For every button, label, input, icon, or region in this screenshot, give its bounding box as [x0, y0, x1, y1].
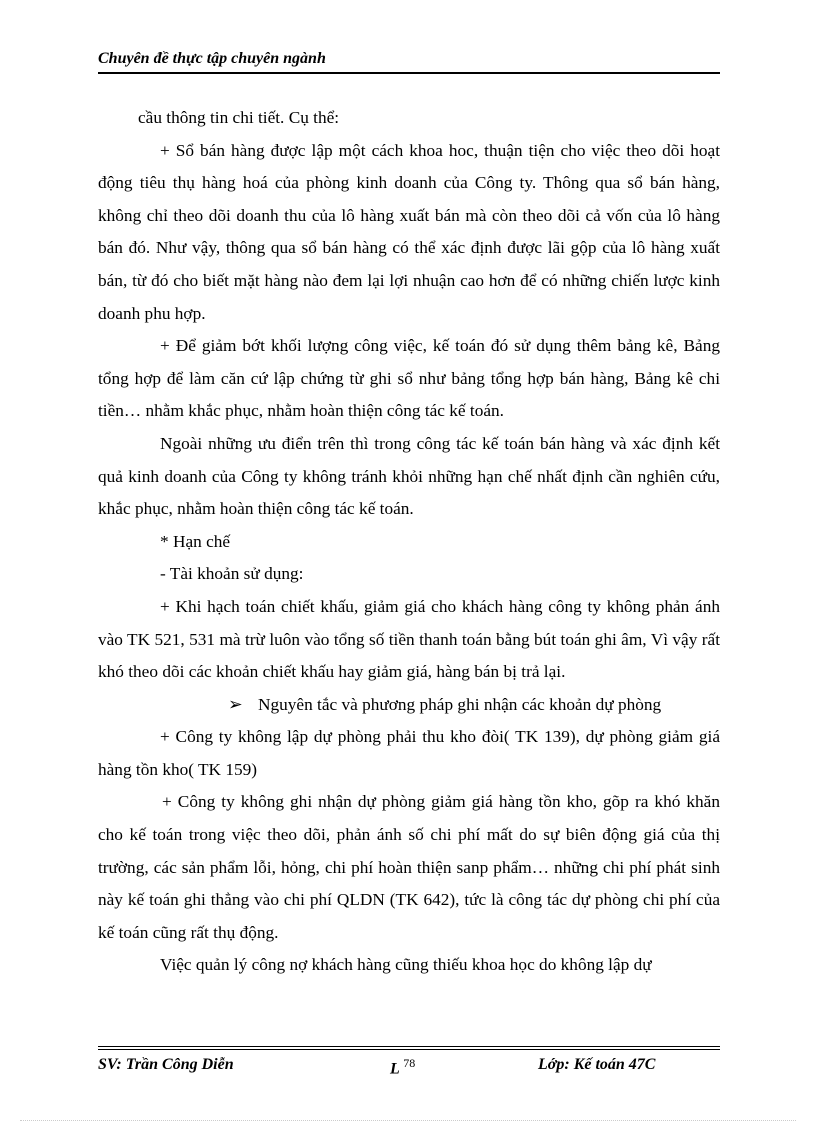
bullet-text: Nguyên tắc và phương pháp ghi nhận các khoản dự phòng — [258, 694, 662, 714]
paragraph: - Tài khoản sử dụng: — [160, 564, 304, 584]
header-title: Chuyên đề thực tập chuyên ngành — [98, 50, 326, 67]
paragraph: + Công ty không ghi nhận dự phòng giảm giá hàng tồn kho, gõp ra khó khăn cho kế toán trong việc theo dõi, phản ánh số chi phí mất do sự biên động giá của thị trường, các sản phẩm lỗi, hỏng, chi phí hoàn thiện sanp phẩm… những chi phí phát sinh này kế toán ghi thẳng vào chi phí QLDN (TK 642), tức là công tác dự phòng chi phí của kế toán cũng rất thụ động. — [98, 792, 720, 942]
arrow-bullet-icon: ➢ — [228, 694, 243, 714]
paragraph: + Sổ bán hàng được lập một cách khoa hoc, thuận tiện cho việc theo dõi hoạt động tiêu thụ hàng hoá của phòng kinh doanh của Công ty. Thông qua sổ bán hàng, không chỉ theo dõi doanh thu của lô hàng xuất bán mà còn theo dõi cả vốn của lô hàng bán đó. Như vậy, thông qua sổ bán hàng có thể xác định được lãi gộp của lô hàng xuất bán, từ đó cho biết mặt hàng nào đem lại lợi nhuận cao hơn để có những chiến lược kinh doanh phu hợp. — [98, 140, 720, 323]
bullet-item — [98, 689, 720, 722]
paragraph: Ngoài những ưu điển trên thì trong công tác kế toán bán hàng và xác định kết quả kinh doanh của Công ty không tránh khỏi những hạn chế nhất định cần nghiên cứu, khắc phục, nhằm hoàn thiện công tác kế toán. — [98, 433, 720, 519]
header-rule — [98, 72, 720, 74]
page-footer — [98, 1046, 720, 1076]
paragraph: + Công ty không lập dự phòng phải thu kho đòi( TK 139), dự phòng giảm giá hàng tồn kho( TK 159) — [98, 727, 720, 779]
page-body — [98, 102, 720, 982]
footer-rule — [98, 1046, 720, 1047]
paragraph: + Khi hạch toán chiết khấu, giảm giá cho khách hàng công ty không phản ánh vào TK 521, 531 mà trừ luôn vào tổng số tiền thanh toán bằng bút toán ghi âm, Vì vậy rất khó theo dõi các khoản chiết khấu hay giảm giá, hàng bán bị trả lại. — [98, 596, 720, 682]
class-name: Lớp: Kế toán 47C — [538, 1056, 656, 1073]
paragraph: * Hạn chế — [160, 531, 231, 551]
page-header — [98, 48, 720, 74]
page-number: L $^{78}$ — [390, 1056, 416, 1078]
page-edge-divider — [20, 1120, 796, 1121]
paragraph: Việc quản lý công nợ khách hàng cũng thiếu khoa học do không lập dự — [160, 955, 652, 975]
student-name: SV: Trần Công Diễn — [98, 1056, 234, 1073]
paragraph: + Để giảm bớt khối lượng công việc, kế toán đó sử dụng thêm bảng kê, Bảng tổng hợp để làm căn cứ lập chứng từ ghi sổ như bảng tổng hợp bán hàng, Bảng kê chi tiền… nhằm khắc phục, nhằm hoàn thiện công tác kế toán. — [98, 336, 720, 421]
paragraph: cầu thông tin chi tiết. Cụ thể: — [138, 108, 340, 127]
